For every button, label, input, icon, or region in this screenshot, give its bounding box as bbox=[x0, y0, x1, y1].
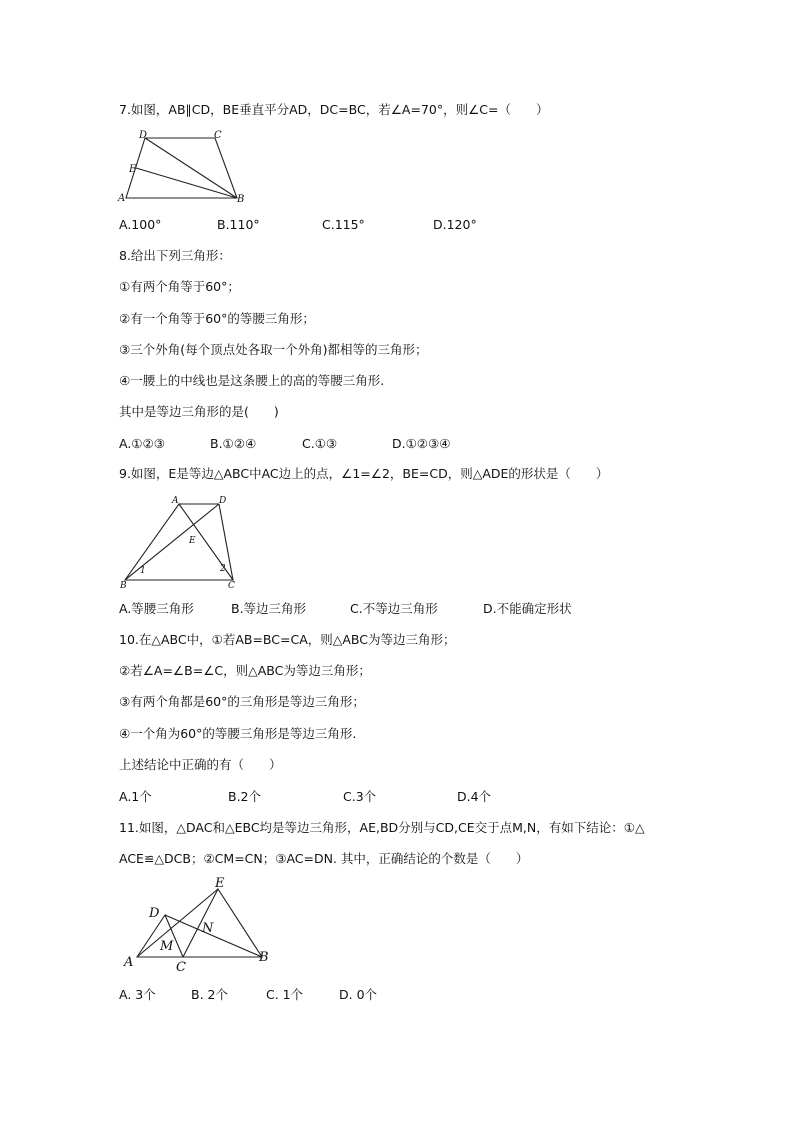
q9-stem: 9.如图，E是等边△ABC中AC边上的点，∠1=∠2，BE=CD，则△ADE的形状是（ ） bbox=[119, 466, 609, 481]
q11-stem-line1: 11.如图，△DAC和△EBC均是等边三角形，AE,BD分别与CD,CE交于点M,N，有如下结论：①△ bbox=[119, 820, 645, 835]
q10-item-2: ②若∠A=∠B=∠C，则△ABC为等边三角形； bbox=[119, 663, 371, 678]
q11-label-D: D bbox=[149, 906, 160, 921]
q9-option-c: C.不等边三角形 bbox=[350, 601, 438, 616]
q7-label-C: C bbox=[214, 130, 222, 141]
q11-triangle-EBC bbox=[183, 889, 262, 957]
q7-label-E: E bbox=[129, 164, 137, 175]
q11-option-b: B. 2个 bbox=[191, 987, 228, 1002]
q9-label-B: B bbox=[120, 581, 127, 591]
q8-item-4: ④一腰上的中线也是这条腰上的高的等腰三角形. bbox=[119, 373, 385, 388]
q9-label-D: D bbox=[219, 496, 227, 506]
q9-angle-1: 1 bbox=[140, 566, 146, 576]
q7-label-A: A bbox=[118, 193, 126, 204]
q11-label-E: E bbox=[215, 876, 225, 891]
q10-item-3: ③有两个角都是60°的三角形是等边三角形； bbox=[119, 694, 365, 709]
q7-label-B: B bbox=[237, 194, 245, 205]
q8-item-2: ②有一个角等于60°的等腰三角形； bbox=[119, 311, 315, 326]
q7-figure-trapezoid bbox=[115, 128, 250, 208]
q10-option-a: A.1个 bbox=[119, 789, 152, 804]
q10-stem: 10.在△ABC中，①若AB=BC=CA，则△ABC为等边三角形； bbox=[119, 632, 456, 647]
q8-item-1: ①有两个角等于60°； bbox=[119, 279, 240, 294]
q7-label-D: D bbox=[139, 130, 148, 141]
q9-option-a: A.等腰三角形 bbox=[119, 601, 194, 616]
q10-option-c: C.3个 bbox=[343, 789, 377, 804]
q7-option-a: A.100° bbox=[119, 217, 162, 232]
q7-segment-DB bbox=[145, 138, 237, 198]
q11-label-M: M bbox=[160, 939, 174, 954]
q8-option-a: A.①②③ bbox=[119, 436, 165, 451]
q9-label-C: C bbox=[228, 581, 235, 591]
q7-option-b: B.110° bbox=[217, 217, 260, 232]
q11-label-C: C bbox=[176, 960, 186, 975]
q11-label-B: B bbox=[259, 950, 269, 965]
q9-option-b: B.等边三角形 bbox=[231, 601, 307, 616]
q9-label-A: A bbox=[172, 496, 179, 506]
q9-label-E: E bbox=[189, 536, 196, 546]
q11-option-d: D. 0个 bbox=[339, 987, 378, 1002]
q11-figure-triangles bbox=[115, 875, 280, 980]
q10-item-4: ④一个角为60°的等腰三角形是等边三角形. bbox=[119, 726, 357, 741]
q10-option-d: D.4个 bbox=[457, 789, 492, 804]
q11-option-a: A. 3个 bbox=[119, 987, 156, 1002]
q7-segment-EB bbox=[136, 168, 237, 198]
q7-stem: 7.如图，AB∥CD，BE垂直平分AD，DC=BC，若∠A=70°，则∠C=（ ） bbox=[119, 102, 549, 117]
q7-option-d: D.120° bbox=[433, 217, 477, 232]
q7-trapezoid-outline bbox=[126, 138, 237, 198]
q8-question: 其中是等边三角形的是( ) bbox=[119, 404, 279, 419]
q11-stem-line2: ACE≌△DCB；②CM=CN；③AC=DN. 其中，正确结论的个数是（ ） bbox=[119, 851, 529, 866]
q8-option-d: D.①②③④ bbox=[392, 436, 451, 451]
q9-option-d: D.不能确定形状 bbox=[483, 601, 572, 616]
q11-label-N: N bbox=[202, 921, 214, 936]
q8-option-b: B.①②④ bbox=[210, 436, 257, 451]
q11-label-A: A bbox=[124, 955, 134, 970]
q8-item-3: ③三个外角(每个顶点处各取一个外角)都相等的三角形； bbox=[119, 342, 428, 357]
q11-segment-DB bbox=[165, 915, 262, 957]
q8-stem: 8.给出下列三角形： bbox=[119, 248, 231, 263]
q9-figure-equilateral bbox=[115, 492, 245, 592]
q10-option-b: B.2个 bbox=[228, 789, 262, 804]
q10-question: 上述结论中正确的有（ ） bbox=[119, 757, 282, 772]
q11-option-c: C. 1个 bbox=[266, 987, 304, 1002]
q9-angle-2: 2 bbox=[220, 564, 226, 574]
q7-option-c: C.115° bbox=[322, 217, 365, 232]
q8-option-c: C.①③ bbox=[302, 436, 338, 451]
